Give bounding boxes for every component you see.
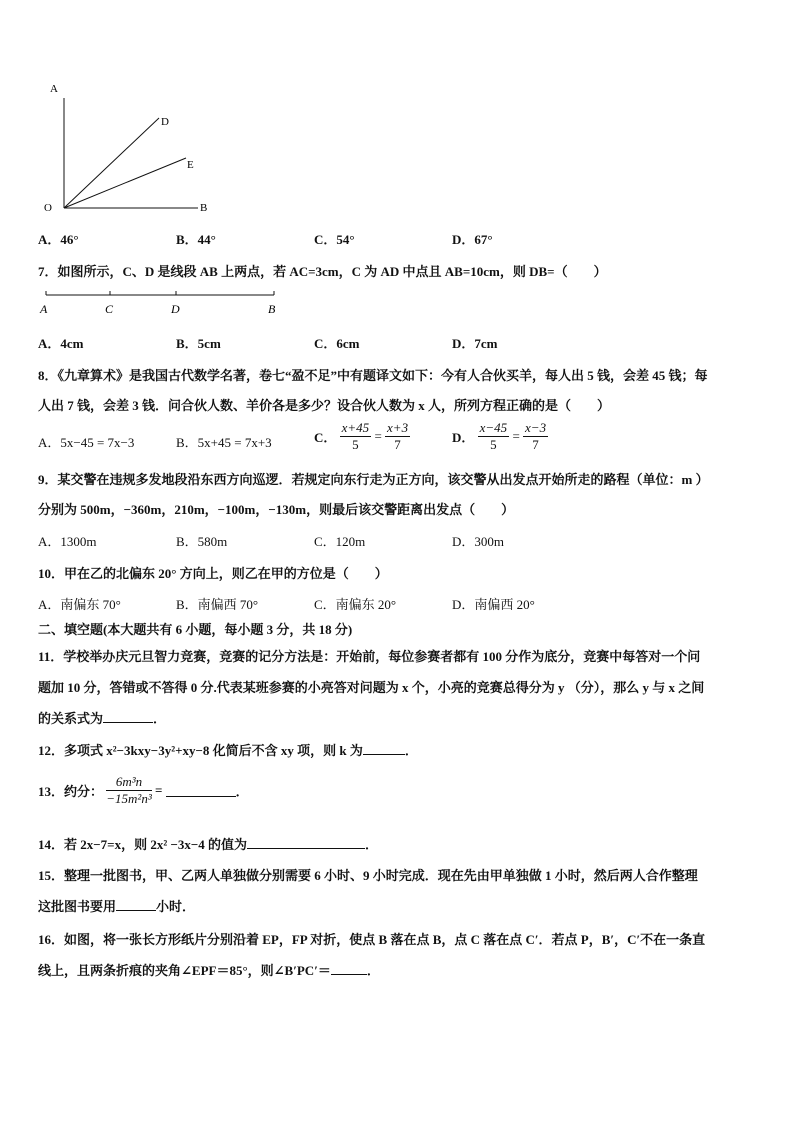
q9-option-a: A．1300m — [38, 534, 97, 549]
q6-option-b: B．44° — [176, 232, 216, 247]
q8-option-c-label: C． — [314, 430, 337, 445]
q15-line2-text: 这批图书要用 — [38, 899, 117, 914]
fraction-denominator: −15m²n³ — [106, 791, 152, 806]
q12 — [38, 740, 418, 759]
label-E: E — [187, 159, 194, 171]
q16-line2-text: 线上，且两条折痕的夹角∠EPF＝85°，则∠B′PC′＝ — [38, 963, 331, 978]
q10-option-d: D．南偏西 20° — [452, 597, 535, 612]
q16-line2 — [38, 960, 380, 979]
q8-option-d: D． $\frac{x-45}{5}$ = $\frac{x-3}{7}$ — [452, 420, 547, 452]
answer-blank[interactable] — [116, 898, 156, 911]
q11-end: ． — [153, 711, 167, 726]
q7-option-a: A．4cm — [38, 336, 84, 351]
answer-blank[interactable] — [363, 742, 405, 755]
q15-line2 — [38, 896, 195, 915]
q8-stem-line2: 人出 7 钱，会差 3 钱．问合伙人数、羊价各是多少？设合伙人数为 x 人，所列方程正确的是（ ） — [38, 398, 611, 413]
q13-label: 13．约分： — [38, 784, 104, 799]
answer-blank[interactable] — [103, 710, 153, 723]
q11-line3 — [38, 708, 166, 727]
q8-option-c: C． $\frac{x+45}{5}$ = $\frac{x+3}{7}$ — [314, 420, 409, 452]
segment-figure — [36, 286, 286, 318]
fraction — [523, 420, 548, 453]
label-D: D — [161, 116, 169, 128]
fraction-numerator: 6m³n — [106, 774, 151, 791]
label-O: O — [44, 202, 52, 214]
q14 — [38, 834, 378, 853]
q8-option-d-label: D． — [452, 430, 475, 445]
fraction-denominator: 7 — [532, 437, 539, 452]
q11-line3-text: 的关系式为 — [38, 711, 104, 726]
label-A: A — [50, 83, 58, 95]
q16-end: ． — [366, 963, 380, 978]
q14-end: ． — [365, 837, 379, 852]
q11-line1: 11．学校举办庆元旦智力竞赛，竞赛的记分方法是：开始前，每位参赛者都有 100 分作为底分，竞赛中每答对一个问 — [38, 649, 701, 664]
fraction — [340, 420, 372, 453]
answer-blank[interactable] — [331, 962, 367, 975]
q9-stem-line1: 9．某交警在违规多发地段沿东西方向巡逻．若规定向东行走为正方向，该交警从出发点开始所走的路程（单位：m ） — [38, 472, 709, 487]
point-label-C: C — [105, 302, 114, 316]
label-B: B — [200, 202, 208, 214]
q9-option-c: C．120m — [314, 534, 366, 549]
ray-OE — [64, 158, 186, 208]
q13 — [38, 774, 249, 807]
point-label-A: A — [40, 302, 48, 316]
fraction — [385, 420, 410, 453]
q9-option-b: B．580m — [176, 534, 228, 549]
q12-end: ． — [404, 743, 418, 758]
point-label-D: D — [171, 302, 180, 316]
fraction-denominator: 5 — [352, 437, 359, 452]
point-label-B: B — [268, 302, 276, 316]
angle-figure — [36, 78, 226, 218]
q8-option-b: B．5x+45 = 7x+3 — [176, 435, 272, 450]
q10-option-a: A．南偏东 70° — [38, 597, 121, 612]
q16-line1: 16．如图，将一张长方形纸片分别沿着 EP，FP 对折，使点 B 落在点 B，点 C 落在点 C′．若点 P，B′，C′不在一条直 — [38, 932, 706, 947]
q7-option-d: D．7cm — [452, 336, 498, 351]
fraction — [106, 774, 151, 807]
answer-blank[interactable] — [166, 784, 236, 797]
q6-option-d: D．67° — [452, 232, 493, 247]
q10-option-b: B．南偏西 70° — [176, 597, 259, 612]
q11-line2: 题加 10 分，答错或不答得 0 分.代表某班参赛的小亮答对问题为 x 个，小亮的竞赛总得分为 y （分），那么 y 与 x 之间 — [38, 680, 705, 695]
q7-option-c: C．6cm — [314, 336, 360, 351]
q6-option-c: C．54° — [314, 232, 355, 247]
fraction-denominator: 5 — [490, 437, 497, 452]
q7-option-b: B．5cm — [176, 336, 221, 351]
q6-option-a: A．46° — [38, 232, 79, 247]
q13-end: ． — [235, 784, 249, 799]
q15-line1: 15．整理一批图书，甲、乙两人单独做分别需要 6 小时、9 小时完成．现在先由甲单独做 1 小时，然后两人合作整理 — [38, 868, 698, 883]
q9-stem-line2: 分别为 500m，−360m，210m，−100m，−130m，则最后该交警距离出发点（ ） — [38, 502, 515, 517]
q8-stem-line1: 8．《九章算术》是我国古代数学名著，卷七“盈不足”中有题译文如下：今有人合伙买羊，每人出 5 钱，会差 45 钱；每 — [38, 368, 708, 383]
q8-option-a: A．5x−45 = 7x−3 — [38, 435, 135, 450]
section-heading-fill-in: 二、填空题(本大题共有 6 小题，每小题 3 分，共 18 分) — [38, 622, 353, 637]
fraction-numerator: x+45 — [341, 420, 370, 435]
q14-text: 14．若 2x−7=x，则 2x² −3x−4 的值为 — [38, 837, 248, 852]
q10-stem: 10．甲在乙的北偏东 20° 方向上，则乙在甲的方位是（ ） — [38, 566, 388, 581]
q13-equals: = — [154, 782, 163, 798]
fraction — [478, 420, 510, 453]
q9-option-d: D．300m — [452, 534, 505, 549]
fraction-numerator: x−45 — [479, 420, 508, 435]
q15-line2-end: 小时． — [156, 899, 196, 914]
q12-text: 12．多项式 x²−3kxy−3y²+xy−8 化简后不含 xy 项，则 k 为 — [38, 743, 363, 758]
answer-blank[interactable] — [247, 836, 365, 849]
q10-option-c: C．南偏东 20° — [314, 597, 397, 612]
fraction-denominator: 7 — [394, 437, 401, 452]
ray-OD — [64, 118, 159, 208]
fraction-numerator: x−3 — [525, 420, 547, 435]
fraction-numerator: x+3 — [387, 420, 409, 435]
q7-stem: 7．如图所示，C、D 是线段 AB 上两点，若 AC=3cm，C 为 AD 中点且 AB=10cm，则 DB=（ ） — [38, 264, 607, 279]
